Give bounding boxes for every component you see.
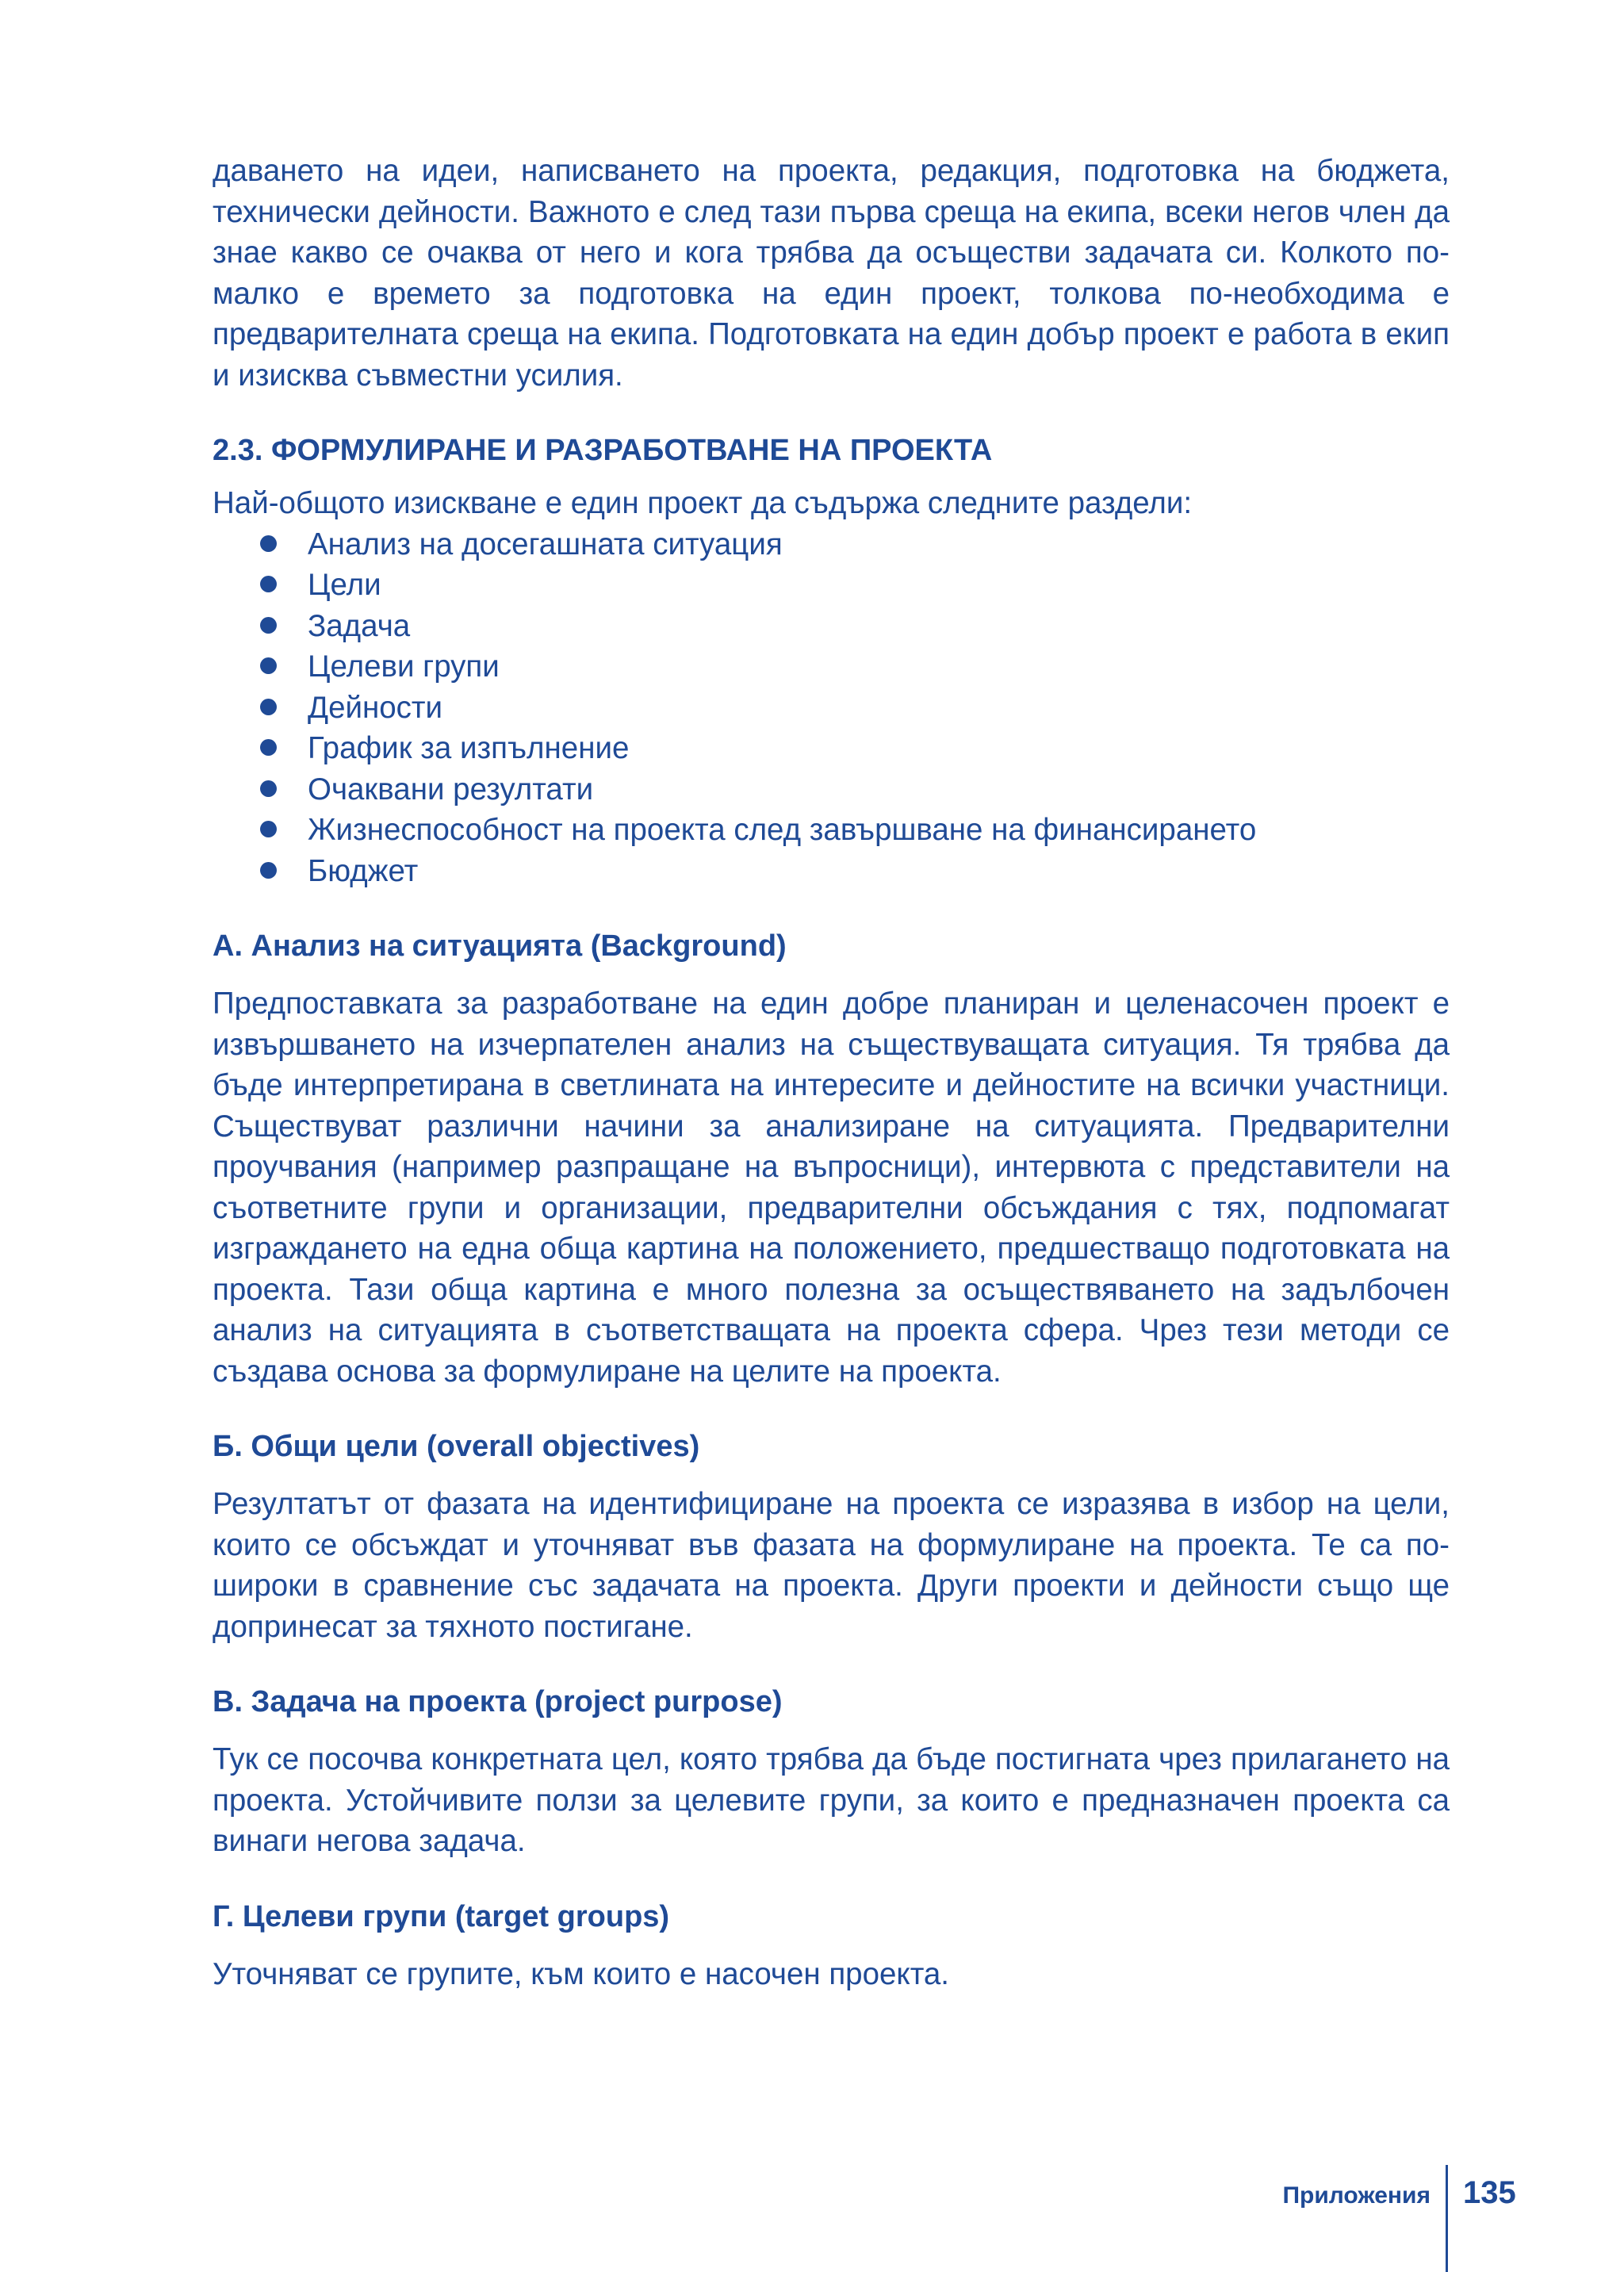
- footer-section-label: Приложения: [1282, 2182, 1431, 2209]
- subsection-title-v: В. Задача на проекта (project purpose): [213, 1685, 783, 1718]
- list-item: Бюджет: [260, 851, 1450, 892]
- intro-paragraph: даването на идеи, написването на проекта, редакция, подготовка на бюджета, технически дейности. Важното е след тази първа среща на екипа, всеки негов член да знае какво се очаква от него и кога трябва да осъществи задачата си. Колкото по-малко е времето за подготовка на един проект, толкова по-необходима е предварителната среща на екипа. Подготовката на един добър проект е работа в екип и изисква съвместни усилия.: [213, 154, 1450, 393]
- subsection-text-a: Предпоставката за разработване на един добре планиран и целенасочен проект е извършването на изчерпателен анализ на съществуващата ситуация. Тя трябва да бъде интерпретирана в светлината на интересите и дейностите на всички участници. Съществуват различни начини за анализиране на ситуацията. Предварителни проучвания (например разпращане на въпросници), интервюта с представители на съответните групи и организации, предварителни обсъждания с тях, подпомагат изграждането на една обща картина на положението, предшестващо подготовката на проекта. Тази обща картина е много полезна за осъществяването на задълбочен анализ на ситуацията в съответстващата на проекта сфера. Чрез тези методи се създава основа за формулиране на целите на проекта.: [213, 987, 1450, 1389]
- bullet-icon: [260, 576, 277, 592]
- bullet-icon: [260, 657, 277, 674]
- list-item: Дейности: [260, 688, 1450, 729]
- list-item: Жизнеспособност на проекта след завършване на финансирането: [260, 810, 1450, 851]
- bullet-icon: [260, 780, 277, 797]
- page-content: [213, 151, 1450, 1994]
- subsection-text-b: Резултатът от фазата на идентифициране на проекта се изразява в избор на цели, които се обсъждат и уточняват във фазата на формулиране на проекта. Те са по-широки в сравнение със задачата на проекта. Други проекти и дейности също ще допринесат за тяхното постигане.: [213, 1487, 1450, 1644]
- bullet-icon: [260, 739, 277, 756]
- section-lead: Най-общото изискване е един проект да съдържа следните раздели:: [213, 486, 1193, 520]
- section-bullet-list: [213, 524, 1450, 892]
- bullet-icon: [260, 699, 277, 715]
- footer-divider: [1446, 2165, 1448, 2272]
- section-title: 2.3. ФОРМУЛИРАНЕ И РАЗРАБОТВАНЕ НА ПРОЕКТА: [213, 434, 993, 467]
- bullet-icon: [260, 617, 277, 634]
- list-item: Задача: [260, 606, 1450, 647]
- subsection-text-v: Тук се посочва конкретната цел, която трябва да бъде постигната чрез прилагането на проекта. Устойчивите ползи за целевите групи, за които е предназначен проекта са винаги негова задача.: [213, 1742, 1450, 1858]
- subsection-text-g: Уточняват се групите, към които е насочен проекта.: [213, 1956, 950, 1991]
- list-item: График за изпълнение: [260, 728, 1450, 769]
- list-item: Цели: [260, 565, 1450, 606]
- bullet-icon: [260, 821, 277, 837]
- subsection-title-b: Б. Общи цели (overall objectives): [213, 1430, 700, 1463]
- subsection-title-a: А. Анализ на ситуацията (Background): [213, 929, 787, 963]
- list-item: Анализ на досегашната ситуация: [260, 524, 1450, 565]
- bullet-icon: [260, 535, 277, 552]
- list-item: Очаквани резултати: [260, 769, 1450, 810]
- list-item: Целеви групи: [260, 646, 1450, 688]
- bullet-icon: [260, 862, 277, 879]
- page-number: 135: [1463, 2175, 1516, 2210]
- subsection-title-g: Г. Целеви групи (target groups): [213, 1899, 670, 1933]
